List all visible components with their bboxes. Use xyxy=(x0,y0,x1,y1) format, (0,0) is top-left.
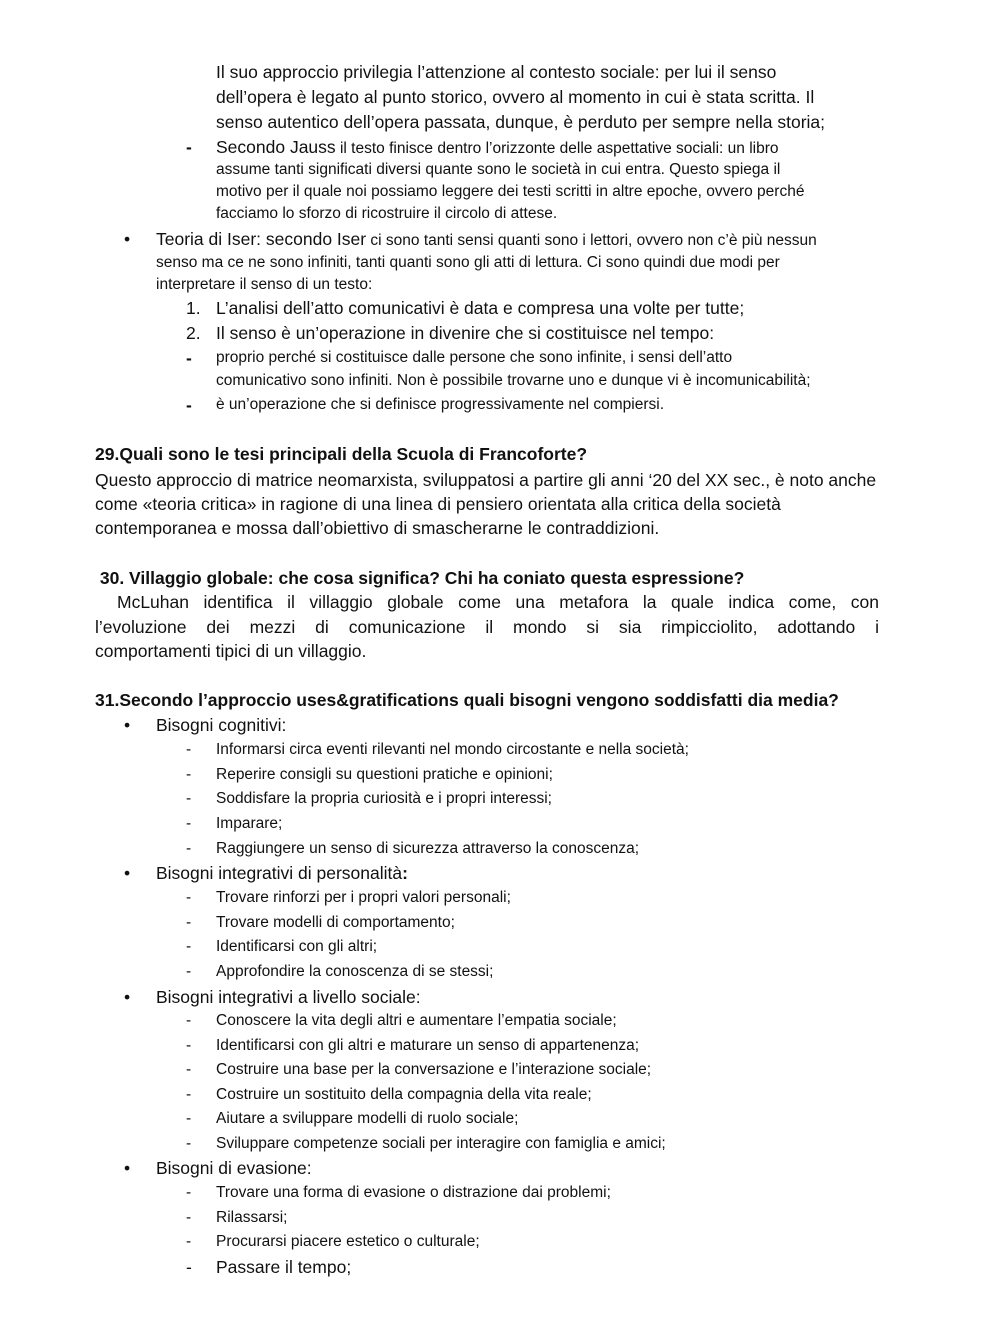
needs-item: Reperire consigli su questioni pratiche e opinioni; xyxy=(216,766,553,783)
dash-marker: - xyxy=(186,1037,192,1054)
dash-marker: - xyxy=(186,137,192,157)
dash-marker: - xyxy=(186,1012,192,1029)
continuation-line: dell’opera è legato al punto storico, ovvero al momento in cui è stata scritta. Il xyxy=(216,87,815,107)
dash-marker: - xyxy=(186,840,192,857)
needs-item: Passare il tempo; xyxy=(216,1257,352,1277)
dash-marker: - xyxy=(186,1135,192,1152)
bullet-marker: • xyxy=(124,229,131,249)
dash-marker: - xyxy=(186,938,192,955)
dash-marker: - xyxy=(186,914,192,931)
dash-marker: - xyxy=(186,963,192,980)
iser-line: senso ma ce ne sono infiniti, tanti quanti sono gli atti di lettura. Ci sono quindi due modi per xyxy=(156,254,780,271)
continuation-line: senso autentico dell’opera passata, dunque, è perduto per sempre nella storia; xyxy=(216,112,826,132)
dash-item-line: è un’operazione che si definisce progressivamente nel compiersi. xyxy=(216,396,665,413)
jauss-line: assume tanti significati diversi quante sono le società in cui entra. Questo spiega il xyxy=(216,161,781,178)
needs-item: Soddisfare la propria curiosità e i propri interessi; xyxy=(216,790,552,807)
bullet-marker: • xyxy=(124,1158,131,1178)
needs-item: Conoscere la vita degli altri e aumentare l’empatia sociale; xyxy=(216,1012,617,1029)
question-29-title: 29.Quali sono le tesi principali della Scuola di Francoforte? xyxy=(95,444,588,464)
dash-marker: - xyxy=(186,395,192,415)
jauss-lead: Secondo Jauss xyxy=(216,137,336,157)
dash-item-line: comunicativo sono infiniti. Non è possibile trovarne uno e dunque vi è incomunicabilità; xyxy=(216,372,811,389)
bullet-marker: • xyxy=(124,863,131,883)
dash-marker: - xyxy=(186,790,192,807)
needs-group-label: Bisogni cognitivi: xyxy=(156,715,287,735)
question-29-body: Questo approccio di matrice neomarxista, sviluppatosi a partire gli anni ‘20 del XX sec., è noto anche come «teoria critica» in ragione di una linea di pensiero orientata alla critica della società contemporanea e mossa dall’obiettivo di smascherarne le contraddizioni. xyxy=(95,470,877,539)
iser-first-line xyxy=(156,229,817,251)
jauss-line1-rest: il testo finisce dentro l’orizzonte delle aspettative sociali: un libro xyxy=(335,140,779,157)
iser-line: interpretare il senso di un testo: xyxy=(156,276,373,293)
needs-item: Approfondire la conoscenza di se stessi; xyxy=(216,963,494,980)
needs-item: Trovare rinforzi per i propri valori personali; xyxy=(216,889,511,906)
needs-item: Identificarsi con gli altri e maturare un senso di appartenenza; xyxy=(216,1037,640,1054)
question-31-title: 31.Secondo l’approccio uses&gratifications quali bisogni vengono soddisfatti dia media? xyxy=(95,690,839,710)
iser-line1-rest: ci sono tanti sensi quanti sono i lettori, ovvero non c’è più nessun xyxy=(366,232,817,249)
needs-item: Imparare; xyxy=(216,815,283,832)
question-30-line: McLuhan identifica il villaggio globale come una metafora la quale indica come, con xyxy=(117,592,879,612)
needs-item: Sviluppare competenze sociali per interagire con famiglia e amici; xyxy=(216,1135,666,1152)
dash-item-line: proprio perché si costituisce dalle persone che sono infinite, i sensi dell’atto xyxy=(216,349,733,366)
needs-item: Rilassarsi; xyxy=(216,1209,288,1226)
dash-marker: - xyxy=(186,766,192,783)
dash-marker: - xyxy=(186,1184,192,1201)
dash-marker: - xyxy=(186,1086,192,1103)
needs-item: Identificarsi con gli altri; xyxy=(216,938,378,955)
needs-item: Raggiungere un senso di sicurezza attraverso la conoscenza; xyxy=(216,840,640,857)
number-marker: 2. xyxy=(186,323,201,343)
needs-group-label: Bisogni integrativi a livello sociale: xyxy=(156,987,421,1007)
needs-group-label-suffix: : xyxy=(402,863,408,883)
question-30-title: 30. Villaggio globale: che cosa significa? Chi ha coniato questa espressione? xyxy=(95,568,745,588)
needs-item: Trovare una forma di evasione o distrazione dai problemi; xyxy=(216,1184,611,1201)
numbered-item: Il senso è un’operazione in divenire che si costituisce nel tempo: xyxy=(216,323,715,343)
jauss-first-line xyxy=(216,137,779,159)
needs-item: Costruire una base per la conversazione e l’interazione sociale; xyxy=(216,1061,652,1078)
question-30-line: comportamenti tipici di un villaggio. xyxy=(95,641,367,661)
dash-marker: - xyxy=(186,1110,192,1127)
dash-marker: - xyxy=(186,1257,192,1277)
needs-group-label xyxy=(156,863,408,884)
dash-marker: - xyxy=(186,1061,192,1078)
dash-marker: - xyxy=(186,815,192,832)
iser-lead: Teoria di Iser: secondo Iser xyxy=(156,229,367,249)
jauss-line: motivo per il quale noi possiamo leggere dei testi scritti in altre epoche, ovvero perché xyxy=(216,183,805,200)
needs-item: Procurarsi piacere estetico o culturale; xyxy=(216,1233,480,1250)
needs-item: Informarsi circa eventi rilevanti nel mondo circostante e nella società; xyxy=(216,741,689,758)
needs-item: Trovare modelli di comportamento; xyxy=(216,914,455,931)
dash-marker: - xyxy=(186,1233,192,1250)
number-marker: 1. xyxy=(186,298,201,318)
dash-marker: - xyxy=(186,889,192,906)
jauss-line: facciamo lo sforzo di ricostruire il circolo di attese. xyxy=(216,205,558,222)
dash-marker: - xyxy=(186,1209,192,1226)
dash-marker: - xyxy=(186,348,192,368)
bullet-marker: • xyxy=(124,715,131,735)
needs-group-label-text: Bisogni integrativi di personalità xyxy=(156,863,403,883)
dash-marker: - xyxy=(186,741,192,758)
numbered-item: L’analisi dell’atto comunicativi è data e compresa una volte per tutte; xyxy=(216,298,745,318)
needs-item: Costruire un sostituito della compagnia della vita reale; xyxy=(216,1086,592,1103)
question-30-line: l’evoluzione dei mezzi di comunicazione il mondo si sia rimpicciolito, adottando i xyxy=(95,617,879,637)
bullet-marker: • xyxy=(124,987,131,1007)
needs-group-label: Bisogni di evasione: xyxy=(156,1158,312,1178)
continuation-line: Il suo approccio privilegia l’attenzione al contesto sociale: per lui il senso xyxy=(216,62,777,82)
needs-item: Aiutare a sviluppare modelli di ruolo sociale; xyxy=(216,1110,519,1127)
